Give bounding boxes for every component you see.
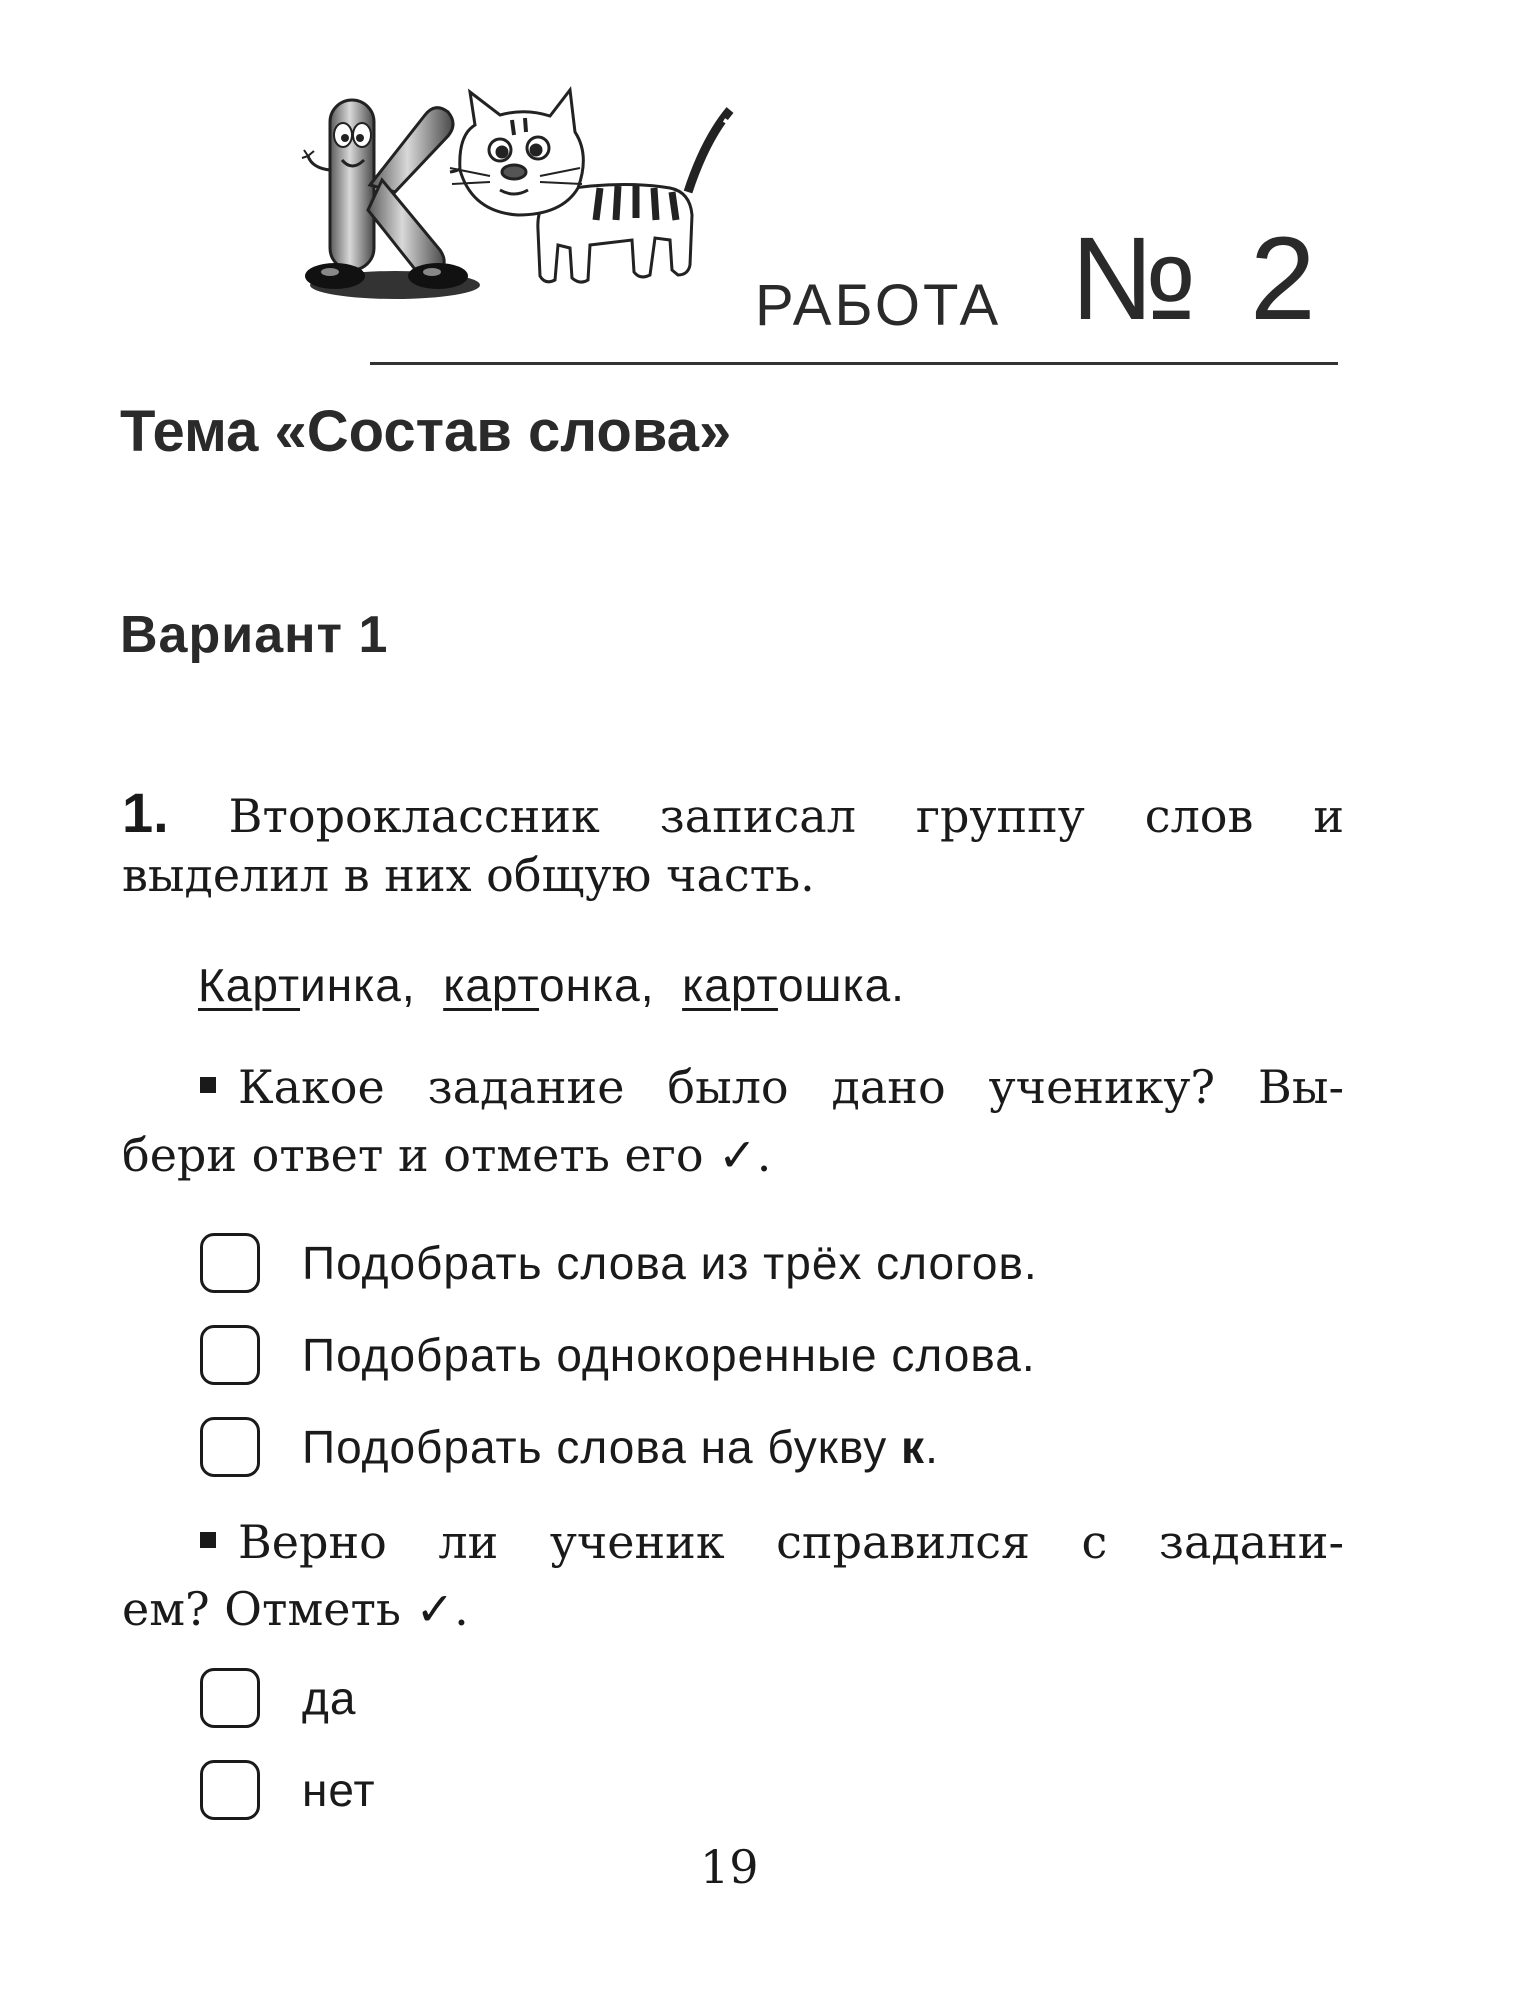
option-label: да xyxy=(302,1672,357,1724)
option-same-root-words xyxy=(200,1322,1036,1388)
task-number: 1. xyxy=(122,781,169,844)
option-yes xyxy=(200,1665,356,1731)
option-no xyxy=(200,1757,376,1823)
checkmark-icon: ✓ xyxy=(718,1128,757,1182)
answer-checkbox[interactable] xyxy=(200,1760,260,1820)
header-divider xyxy=(370,362,1338,365)
page-number: 19 xyxy=(700,1840,759,1894)
question1-line1: Какое задание было дано ученику? Вы- xyxy=(200,1060,1344,1114)
checkmark-icon: ✓ xyxy=(415,1582,455,1636)
work-title xyxy=(750,213,1340,345)
answer-checkbox[interactable] xyxy=(200,1233,260,1293)
answer-checkbox[interactable] xyxy=(200,1417,260,1477)
word-root: Карт xyxy=(198,959,301,1011)
answer-checkbox[interactable] xyxy=(200,1325,260,1385)
answer-checkbox[interactable] xyxy=(200,1668,260,1728)
word-root: карт xyxy=(682,959,778,1011)
option-label: Подобрать слова на букву к. xyxy=(302,1421,939,1473)
task1-text-line2: выделил в них общую часть. xyxy=(122,848,815,902)
option-label: Подобрать однокоренные слова. xyxy=(302,1329,1036,1381)
work-word: РАБОТА xyxy=(755,273,1002,338)
task1-text-line1: Второклассник записал группу слов и xyxy=(228,789,1344,843)
cat-drawing xyxy=(450,90,734,282)
option-label: нет xyxy=(302,1764,376,1816)
option-three-syllables xyxy=(200,1230,1038,1296)
task1-line1 xyxy=(122,780,1344,845)
work-number: 2 xyxy=(1250,213,1316,345)
number-sign: № xyxy=(1070,213,1197,345)
option-label: Подобрать слова из трёх слогов. xyxy=(302,1237,1038,1289)
word-3: картошка. xyxy=(682,959,905,1011)
question2-line1: Верно ли ученик справился с задани- xyxy=(200,1515,1344,1569)
bullet-square-icon xyxy=(200,1532,216,1548)
variant-heading: Вариант 1 xyxy=(120,606,389,664)
topic-heading: Тема «Состав слова» xyxy=(120,399,732,464)
bullet-square-icon xyxy=(200,1077,216,1093)
option-letter-k xyxy=(200,1414,939,1480)
question1-line2: бери ответ и отметь его ✓. xyxy=(122,1128,772,1182)
word-group xyxy=(198,958,905,1012)
letter-k-character xyxy=(302,100,480,299)
letter-k-and-cat-illustration xyxy=(300,80,770,310)
word-2: картонка, xyxy=(443,959,655,1011)
word-root: карт xyxy=(443,959,540,1011)
question2-line2: ем? Отметь ✓. xyxy=(122,1582,469,1636)
word-1: Картинка, xyxy=(198,959,416,1011)
